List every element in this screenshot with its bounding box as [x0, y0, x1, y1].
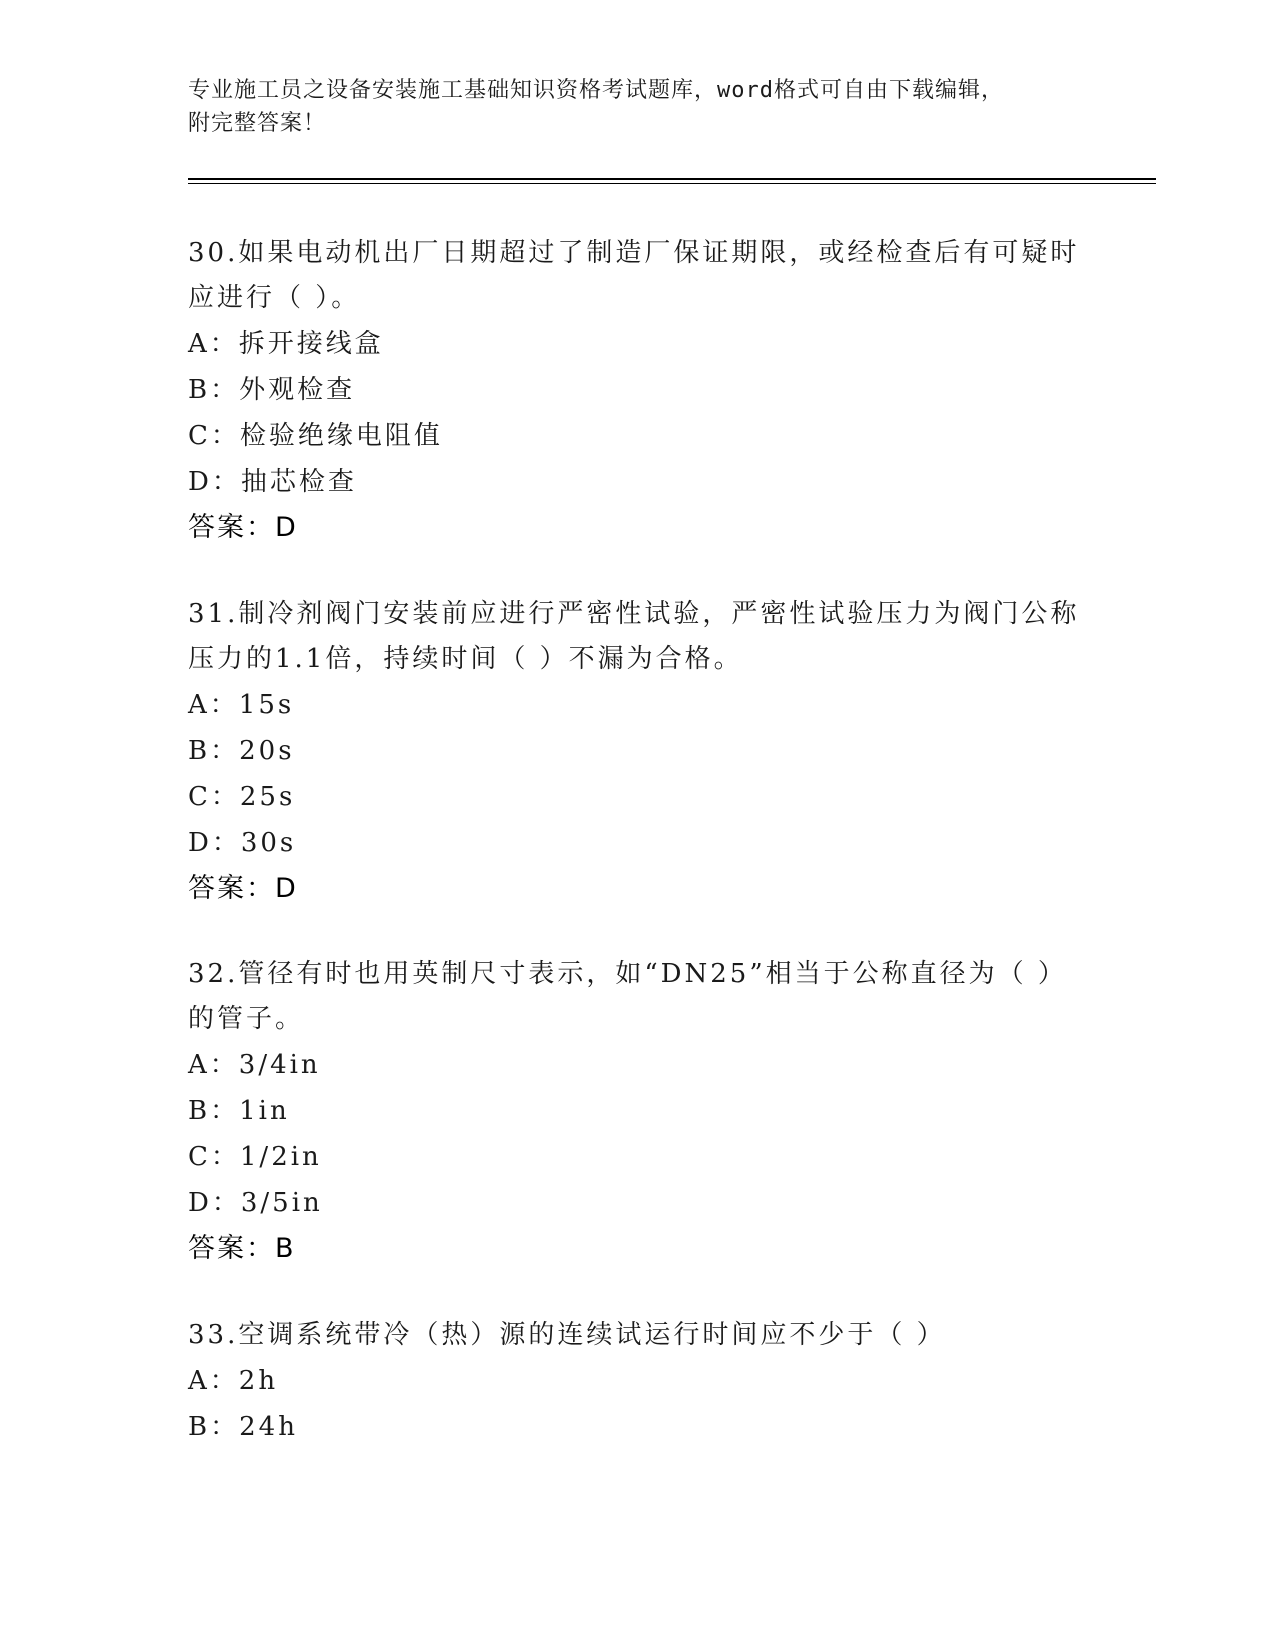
option-c: C：1/2in: [188, 1142, 322, 1172]
header-line-2: 附完整答案！: [188, 111, 327, 136]
question-stem-line: 30.如果电动机出厂日期超过了制造厂保证期限，或经检查后有可疑时: [188, 238, 1080, 268]
question-stem-line: 31.制冷剂阀门安装前应进行严密性试验，严密性试验压力为阀门公称: [188, 599, 1080, 629]
option-a: A：3/4in: [188, 1050, 321, 1080]
option-c: C：检验绝缘电阻值: [188, 421, 443, 451]
question-stem: [188, 592, 1088, 682]
answer-label: 答案：D: [188, 512, 298, 543]
question-stem: [188, 231, 1088, 321]
option-b: B：1in: [188, 1096, 290, 1126]
option-a: A：2h: [188, 1366, 279, 1396]
question-stem-line: 压力的1.1倍，持续时间（ ）不漏为合格。: [188, 644, 743, 674]
question-stem-line: 32.管径有时也用英制尺寸表示，如“DN25”相当于公称直径为（ ）: [188, 959, 1067, 989]
question-31: [188, 592, 1088, 912]
question-stem: [188, 952, 1088, 1042]
option-b: B：24h: [188, 1412, 298, 1442]
option-c: C：25s: [188, 782, 296, 812]
option-d: D：抽芯检查: [188, 467, 357, 497]
document-header: [188, 74, 1088, 140]
question-stem-line: 应进行（ ）。: [188, 283, 361, 313]
header-divider-thin: [188, 183, 1156, 184]
answer-label: 答案：D: [188, 873, 298, 904]
question-stem-line: 的管子。: [188, 1004, 305, 1034]
question-30: [188, 231, 1088, 551]
option-a: A：拆开接线盒: [188, 329, 384, 359]
option-d: D：30s: [188, 828, 297, 858]
option-d: D：3/5in: [188, 1188, 323, 1218]
question-stem-line: 33.空调系统带冷（热）源的连续试运行时间应不少于（ ）: [188, 1320, 946, 1350]
question-32: [188, 952, 1088, 1272]
question-stem: [188, 1313, 1088, 1358]
header-divider: [188, 178, 1156, 180]
option-a: A：15s: [188, 690, 295, 720]
option-b: B：外观检查: [188, 375, 356, 405]
option-b: B：20s: [188, 736, 295, 766]
question-33: [188, 1313, 1088, 1450]
header-line-1: 专业施工员之设备安装施工基础知识资格考试题库，word格式可自由下载编辑，: [188, 78, 1004, 103]
answer-label: 答案：B: [188, 1233, 296, 1264]
